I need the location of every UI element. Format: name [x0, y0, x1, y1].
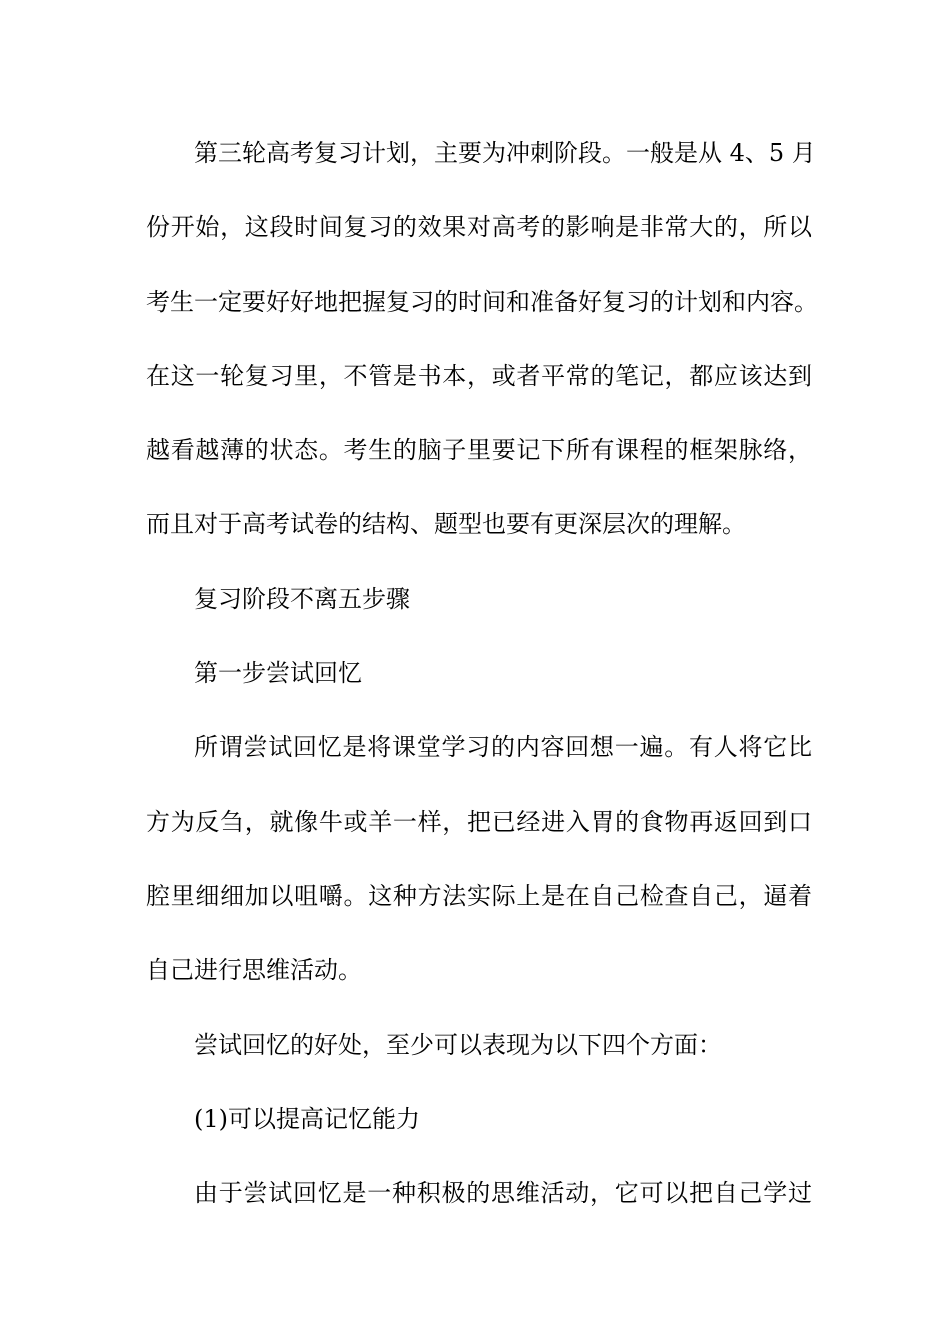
paragraph-line: 自己进行思维活动。 [146, 956, 362, 985]
paragraph-line: 份开始，这段时间复习的效果对高考的影响是非常大的，所以 [146, 213, 812, 242]
paragraph-line: 第三轮高考复习计划，主要为冲刺阶段。一般是从 4、5 月 [194, 139, 816, 167]
list-heading: (1)可以提高记忆能力 [194, 1104, 420, 1133]
paragraph-line: 而且对于高考试卷的结构、题型也要有更深层次的理解。 [146, 510, 746, 539]
paragraph-line: 越看越薄的状态。考生的脑子里要记下所有课程的框架脉络， [146, 436, 812, 465]
paragraph-line: 由于尝试回忆是一种积极的思维活动，它可以把自己学过 [194, 1179, 812, 1208]
paragraph-line: 所谓尝试回忆是将课堂学习的内容回想一遍。有人将它比 [194, 733, 812, 762]
paragraph-line: 在这一轮复习里，不管是书本，或者平常的笔记，都应该达到 [146, 361, 812, 390]
step-heading: 第一步尝试回忆 [194, 659, 362, 688]
paragraph-line: 尝试回忆的好处，至少可以表现为以下四个方面： [194, 1030, 722, 1059]
section-heading: 复习阶段不离五步骤 [194, 584, 410, 613]
paragraph-line: 方为反刍，就像牛或羊一样，把已经进入胃的食物再返回到口 [146, 807, 812, 836]
paragraph-line: 腔里细细加以咀嚼。这种方法实际上是在自己检查自己，逼着 [146, 881, 812, 910]
document-body [146, 128, 818, 1242]
paragraph-line: 考生一定要好好地把握复习的时间和准备好复习的计划和内容。 [146, 287, 818, 316]
